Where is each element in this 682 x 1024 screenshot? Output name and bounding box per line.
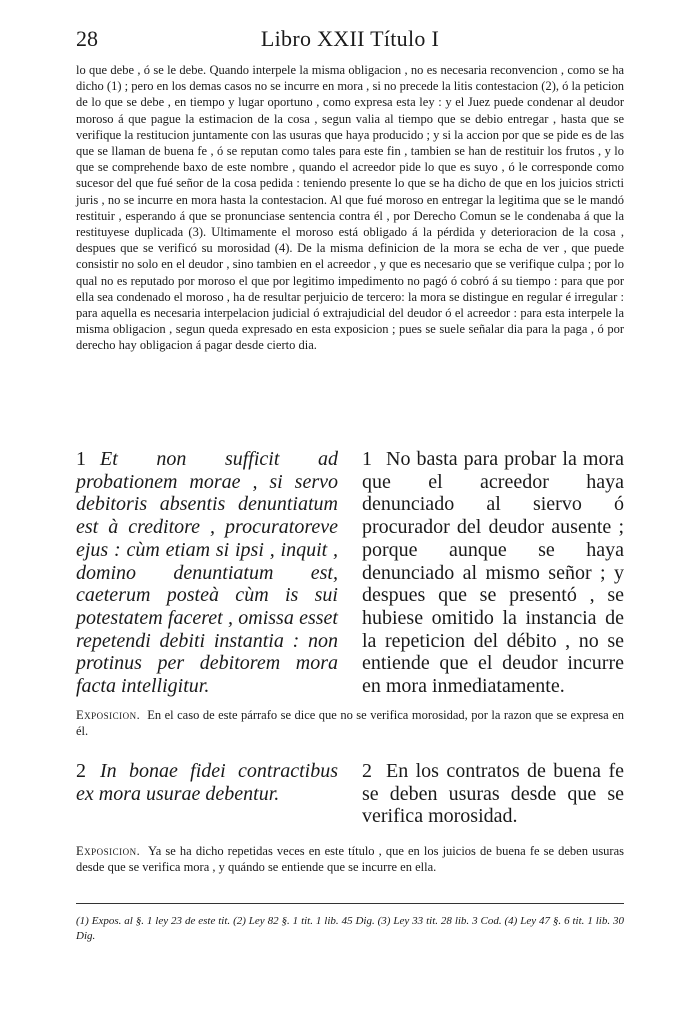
exposicion-2-label: Exposicion. [76,844,141,858]
law-2-latin [76,760,338,805]
law-2-spanish [362,760,624,828]
law-2-latin-number: 2 [76,760,86,782]
law-2-spanish-text: En los contratos de buena fe se deben usuras desde que se verifica morosidad. [362,760,624,828]
law-1-latin-text: Et non sufficit ad probationem morae , si servo debitoris absentis denuntiatum est à creditore , procuratoreve ejus : cùm etiam si ipsi , inquit , domino denuntiatum est, caeterum posteà cùm is sui potestatem faceret , omissa esset repetendi debiti instantia : non protinus per debitorem mora facta intelligitur. [76,448,338,698]
exposicion-2-text: Ya se ha dicho repetidas veces en este título , que en los juicios de buena fe se deben usuras desde que se verifica mora , y quándo se entiende que se incurre en ella. [76,844,625,875]
page-header [76,26,624,54]
law-1-spanish [362,448,624,698]
law-1-spanish-number: 1 [362,448,372,470]
footnotes: (1) Expos. al §. 1 ley 23 de este tit. (2) Ley 82 §. 1 tit. 1 lib. 45 Dig. (3) Ley 33 tit. 28 lib. 3 Cod. (4) Ley 47 §. 6 tit. 1 lib. 30 Dig. [76,915,624,942]
law-1-spanish-text: No basta para probar la mora que el acreedor haya denunciado al siervo ó procurador del deudor ausente ; porque aunque se haya denunciado al mismo señor ; y despues que se presentó , se hubiese omitido la instancia de la repeticion del débito , no se entiende que el deudor incurre en mora inmediatamente. [362,448,624,698]
law-2 [76,760,624,830]
law-2-spanish-number: 2 [362,760,372,782]
exposicion-1 [76,707,624,739]
exposicion-2 [76,843,624,875]
law-1-latin-number: 1 [76,448,86,470]
footnote-divider [76,903,624,904]
law-1-latin [76,448,338,698]
intro-paragraph: lo que debe , ó se le debe. Quando interpele la misma obligacion , no es necesaria reconvencion , como se ha dicho (1) ; pero en los demas casos no se incurre en mora , si no precede la litis contestacion (2), ó la peticion de lo que se debe , en tiempo y lugar oportuno , como expresa esta ley : y el Juez puede condenar al deudor moroso á que pague la estimacion de la cosa , segun valia al tiempo que se debio entregar , hasta que se verifique la restitucion juntamente con las usuras que haya producido ; y si la accion por que se pide es de las que se llaman de buena fe , ó se reputan como tales para este fin , tambien se han de restituir los frutos , y lo que se comprehende baxo de este nombre , quando el acreedor pide lo que es suyo , ó le corresponde como sucesor del que fué señor de la cosa pedida : teniendo presente lo que se ha dicho de que en los juicios stricti juris , no se incurre en mora hasta la contestacion. Al que fué moroso en entregar la legitima que se le mandó restituir , esperando á que se pronunciase sentencia contra él , por Derecho Comun se le condenaba á que la restituyese duplicada (3). Ultimamente el moroso está obligado á la pérdida y deterioracion de la cosa , despues que se verificó su morosidad (4). De la misma definicion de la mora se echa de ver , que puede consistir no solo en el deudor , sino tambien en el acreedor , y que es necesario que se verifique culpa ; por lo qual no es reputado por moroso el que por legitimo impedimento no pagó ó cobró á su tiempo : para que por ella sea condenado el moroso , ha de resultar perjuicio de tercero: la mora se distingue en regular é irregular : para aquella es necesaria interpelacion judicial ó extrajudicial del deudor ó el acreedor : para esta interpele la misma obligacion , segun queda expresado en esta exposicion ; pues se suele señalar dia para la paga , ó por derecho hay obligacion á pagar desde cierto dia. [76,63,624,353]
law-1 [76,448,624,698]
page-number: 28 [76,26,98,51]
law-2-latin-text: In bonae fidei contractibus ex mora usurae debentur. [76,760,338,805]
exposicion-1-label: Exposicion. [76,708,141,722]
running-title: Libro XXII Título I [260,26,440,51]
exposicion-1-text: En el caso de este párrafo se dice que no se verifica morosidad, por la razon que se expresa en él. [76,708,624,739]
